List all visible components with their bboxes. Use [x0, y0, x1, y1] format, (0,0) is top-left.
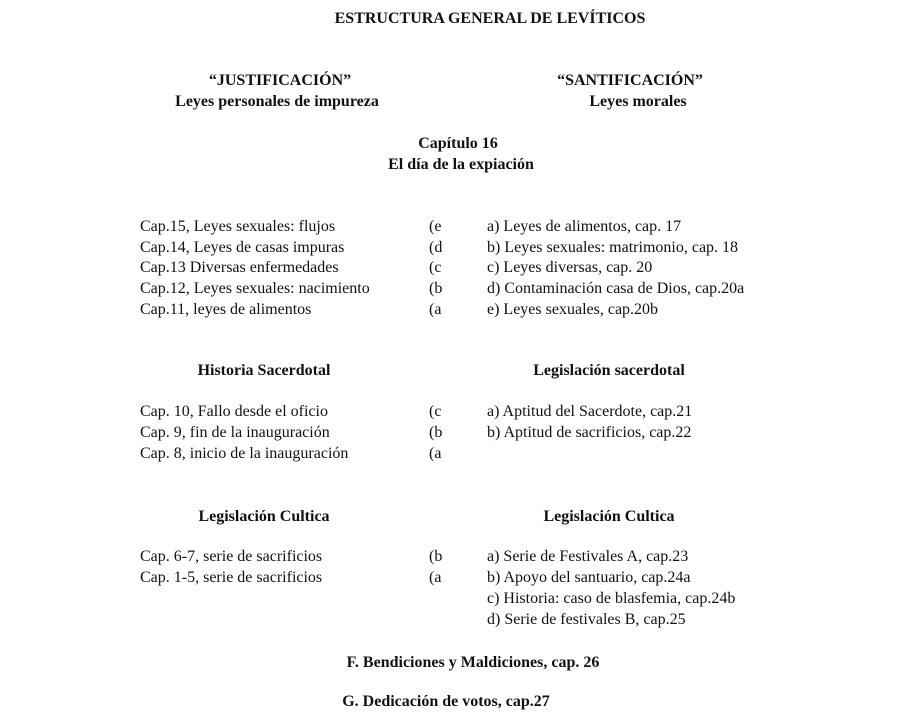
list-item: Cap. 10, Fallo desde el oficio	[140, 403, 328, 420]
legislacion-cultica-right-heading: Legislación Cultica	[543, 508, 675, 525]
list-item: Cap. 1-5, serie de sacrificios	[140, 569, 323, 586]
list-item: c) Leyes diversas, cap. 20	[487, 259, 653, 276]
list-item: e) Leyes sexuales, cap.20b	[487, 301, 659, 318]
list-item: Cap.14, Leyes de casas impuras	[140, 239, 345, 256]
list-item: b) Apoyo del santuario, cap.24a	[487, 569, 691, 586]
list-item: a) Aptitud del Sacerdote, cap.21	[487, 403, 693, 420]
santificacion-subtitle: Leyes morales	[589, 93, 687, 110]
chapter-16-subtitle: El día de la expiación	[388, 156, 534, 173]
list-marker: (c	[429, 259, 442, 276]
document-title: ESTRUCTURA GENERAL DE LEVÍTICOS	[334, 10, 646, 27]
list-marker: (b	[429, 424, 443, 441]
dedicacion-line: G. Dedicación de votos, cap.27	[342, 693, 550, 710]
list-item: Cap.13 Diversas enfermedades	[140, 259, 339, 276]
list-item: a) Serie de Festivales A, cap.23	[487, 548, 689, 565]
list-marker: (a	[429, 569, 442, 586]
list-marker: (d	[429, 239, 443, 256]
list-item: a) Leyes de alimentos, cap. 17	[487, 218, 682, 235]
legislacion-sacerdotal-heading: Legislación sacerdotal	[533, 362, 685, 379]
list-item: Cap. 8, inicio de la inauguración	[140, 445, 349, 462]
list-marker: (b	[429, 548, 443, 565]
justificacion-subtitle: Leyes personales de impureza	[175, 93, 379, 110]
list-marker: (a	[429, 301, 442, 318]
list-item: c) Historia: caso de blasfemia, cap.24b	[487, 590, 736, 607]
list-item: Cap.11, leyes de alimentos	[140, 301, 312, 318]
santificacion-heading: “SANTIFICACIÓN”	[557, 72, 703, 89]
list-item: d) Serie de festivales B, cap.25	[487, 611, 686, 628]
list-marker: (e	[429, 218, 442, 235]
list-item: d) Contaminación casa de Dios, cap.20a	[487, 280, 745, 297]
justificacion-heading: “JUSTIFICACIÓN”	[208, 72, 352, 89]
bendiciones-line: F. Bendiciones y Maldiciones, cap. 26	[346, 654, 600, 671]
list-item: b) Leyes sexuales: matrimonio, cap. 18	[487, 239, 739, 256]
list-item: Cap. 6-7, serie de sacrificios	[140, 548, 323, 565]
list-item: Cap.15, Leyes sexuales: flujos	[140, 218, 336, 235]
legislacion-cultica-left-heading: Legislación Cultica	[198, 508, 330, 525]
chapter-16-heading: Capítulo 16	[418, 135, 498, 152]
list-item: b) Aptitud de sacrificios, cap.22	[487, 424, 692, 441]
list-marker: (c	[429, 403, 442, 420]
list-marker: (a	[429, 445, 442, 462]
historia-sacerdotal-heading: Historia Sacerdotal	[197, 362, 331, 379]
list-item: Cap. 9, fin de la inauguración	[140, 424, 330, 441]
list-marker: (b	[429, 280, 443, 297]
list-item: Cap.12, Leyes sexuales: nacimiento	[140, 280, 370, 297]
